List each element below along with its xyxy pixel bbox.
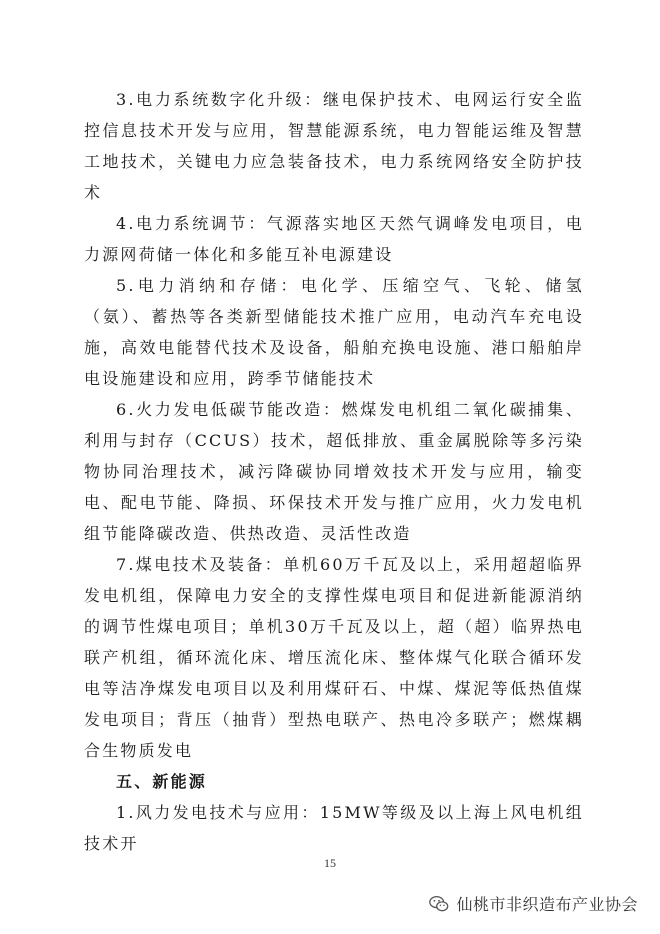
page-number: 15 (324, 856, 336, 870)
paragraph-item-4: 4.电力系统调节：气源落实地区天然气调峰发电项目，电力源网荷储一体化和多能互补电源建设 (84, 214, 584, 264)
document-body (84, 84, 584, 859)
paragraph-item-5: 5.电力消纳和存储：电化学、压缩空气、飞轮、储氢（氨）、蓄热等各类新型储能技术推广应用，电动汽车充电设施，高效电能替代技术及设备，船舶充换电设施、港口船舶岸电设施建设和应用，跨季节储能技术 (84, 276, 584, 388)
watermark-text: 仙桃市非织造布产业协会 (456, 895, 638, 914)
section-heading: 五、新能源 (116, 772, 208, 791)
watermark (428, 892, 638, 915)
paragraph-item-3: 3.电力系统数字化升级：继电保护技术、电网运行安全监控信息技术开发与应用，智慧能源系统，电力智能运维及智慧工地技术，关键电力应急装备技术，电力系统网络安全防护技术 (84, 90, 584, 202)
paragraph-item-7: 7.煤电技术及装备：单机60万千瓦及以上，采用超超临界发电机组，保障电力安全的支撑性煤电项目和促进新能源消纳的调节性煤电项目；单机30万千瓦及以上，超（超）临界热电联产机组，循环流化床、增压流化床、整体煤气化联合循环发电等洁净煤发电项目以及利用煤矸石、中煤、煤泥等低热值煤发电项目；背压（抽背）型热电联产、热电冷多联产；燃煤耦合生物质发电 (84, 555, 584, 760)
paragraph-item-1: 1.风力发电技术与应用：15MW等级及以上海上风电机组技术开 (84, 803, 584, 853)
wechat-icon (428, 893, 450, 915)
paragraph-item-6: 6.火力发电低碳节能改造：燃煤发电机组二氧化碳捕集、利用与封存（CCUS）技术，超低排放、重金属脱除等多污染物协同治理技术，减污降碳协同增效技术开发与应用，输变电、配电节能、降损、环保技术开发与推广应用，火力发电机组节能降碳改造、供热改造、灵活性改造 (84, 400, 584, 543)
